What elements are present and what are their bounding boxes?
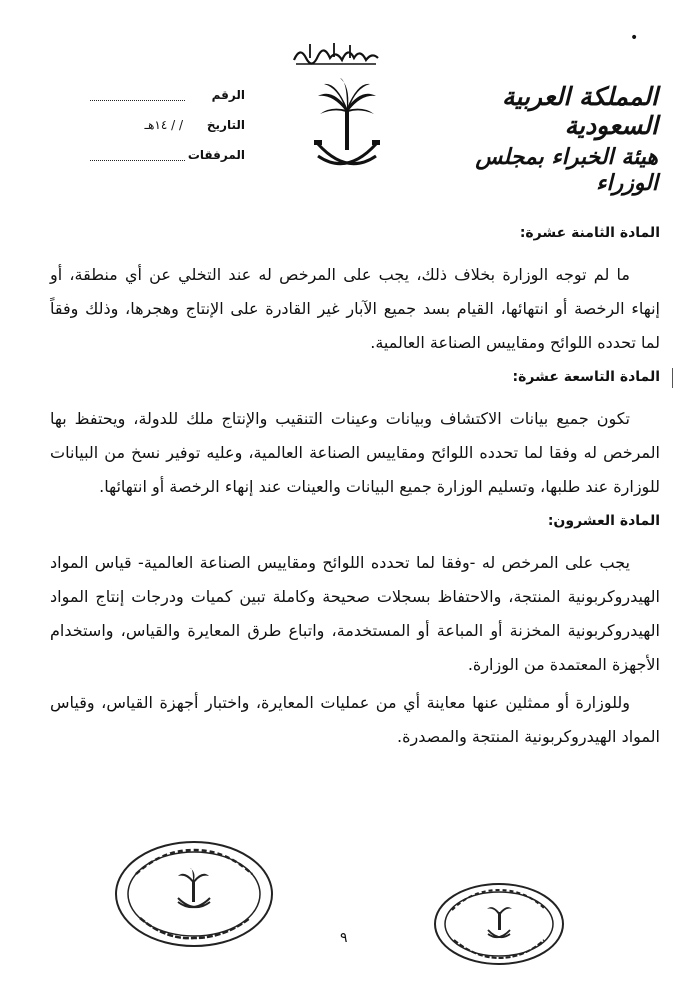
attachments-row	[40, 148, 245, 178]
reference-number-field	[90, 100, 185, 101]
article-19-paragraph: تكون جميع بيانات الاكتشاف وبيانات وعينات التنقيب والإنتاج ملك للدولة، ويحتفظ بها المرخص له وفقا لما تحدده اللوائح ومقاييس الصناعة العالمية، وعليه توفير نسخ من البيانات للوزارة عند طلبها، وتسليم الوزارة جميع البيانات والعينات عند إنهاء الرخصة أو انتهائها.	[50, 409, 660, 496]
page-number: ٩	[340, 930, 348, 946]
org-name-line2: هيئة الخبراء بمجلس الوزراء	[475, 144, 658, 196]
article-20-paragraph-1: يجب على المرخص له -وفقا لما تحدده اللوائح ومقاييس الصناعة العالمية- قياس المواد الهيدروكربونية المنتجة، والاحتفاظ بسجلات صحيحة وكاملة تبين كميات ودرجات إنتاج المواد الهيدروكربونية المخزنة أو المباعة أو المستخدمة، واتباع طرق المعايرة والقياس، واستخدام الأجهزة المعتمدة من الوزارة.	[50, 553, 660, 674]
margin-mark	[672, 368, 673, 388]
article-19-heading: المادة التاسعة عشرة:	[512, 369, 660, 385]
article-18-heading: المادة الثامنة عشرة:	[519, 225, 660, 241]
article-20-paragraph-2: وللوزارة أو ممثلين عنها معاينة أي من عمليات المعايرة، واختبار أجهزة القياس، وقياس المواد الهيدروكربونية المنتجة والمصدرة.	[50, 693, 660, 746]
reference-number-label: الرقم	[211, 88, 245, 102]
basmala-calligraphy	[290, 40, 380, 68]
date-value: / / ١٤هـ	[144, 118, 183, 132]
official-seal-general-secretariat	[432, 880, 567, 968]
article-18-paragraph: ما لم توجه الوزارة بخلاف ذلك، يجب على المرخص له عند التخلي عن أي منطقة، أو إنهاء الرخصة أو انتهائها، القيام بسد جميع الآبار غير القادرة على الإنتاج وهجرها، وذلك وفقاً لما تحدده اللوائح ومقاييس الصناعة العالمية.	[50, 265, 660, 352]
article-20-heading: المادة العشرون:	[547, 513, 660, 529]
date-label: التاريخ	[206, 118, 245, 132]
document-body	[50, 222, 660, 760]
official-seal-experts-commission	[112, 838, 277, 950]
saudi-emblem-icon	[312, 78, 382, 180]
date-row	[40, 118, 245, 148]
dot-mark: •	[630, 30, 639, 46]
org-name-line1: المملكة العربية السعودية	[502, 82, 658, 140]
reference-block	[40, 88, 245, 178]
attachments-label: المرفقات	[187, 148, 245, 162]
organization-header	[428, 82, 658, 196]
attachments-field	[90, 160, 185, 161]
reference-row	[40, 88, 245, 118]
